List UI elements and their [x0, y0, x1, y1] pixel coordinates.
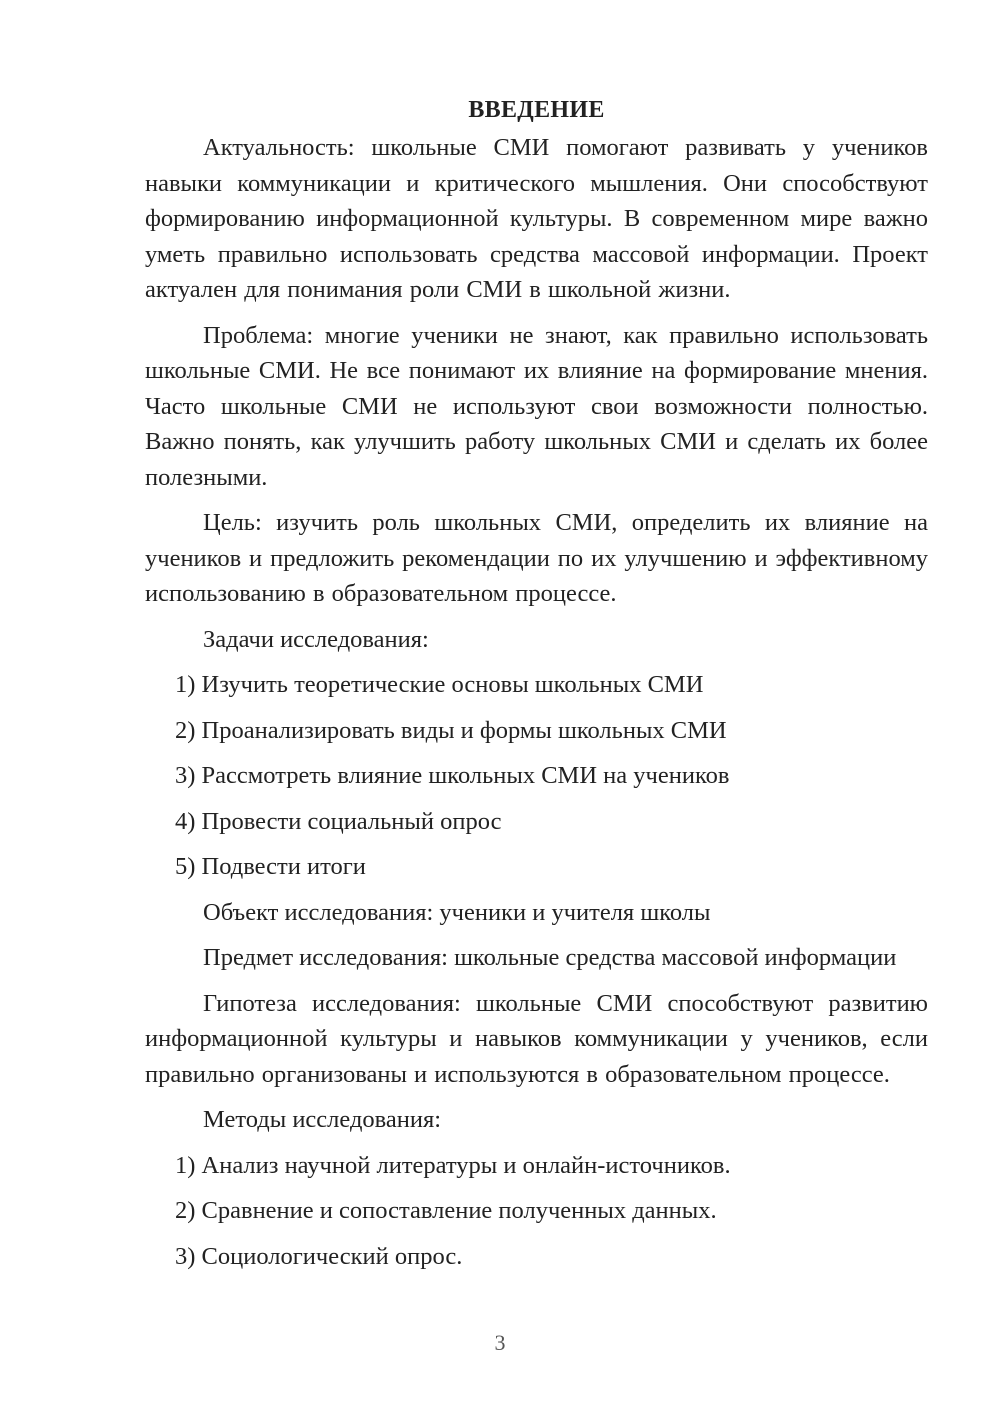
- task-item: 3) Рассмотреть влияние школьных СМИ на учеников: [175, 762, 730, 789]
- hypothesis-paragraph: Гипотеза исследования: школьные СМИ способствуют развитию информационной культуры и навыков коммуникации у учеников, если правильно организованы и используются в образовательном процессе.: [145, 989, 928, 1088]
- method-item: 3) Социологический опрос.: [175, 1242, 463, 1270]
- method-item: 1) Анализ научной литературы и онлайн-источников.: [175, 1151, 731, 1179]
- tasks-list: [145, 667, 928, 885]
- task-item: 5) Подвести итоги: [175, 853, 366, 880]
- subject-line: Предмет исследования: школьные средства массовой информации: [203, 944, 897, 971]
- page-number: 3: [494, 1330, 506, 1355]
- object-line: Объект исследования: ученики и учителя школы: [203, 898, 711, 926]
- document-page: [145, 92, 928, 1284]
- task-item: 2) Проанализировать виды и формы школьных СМИ: [175, 716, 727, 744]
- task-item: 1) Изучить теоретические основы школьных СМИ: [175, 671, 704, 698]
- section-title: ВВЕДЕНИЕ: [468, 97, 605, 123]
- relevance-paragraph: Актуальность: школьные СМИ помогают развивать у учеников навыки коммуникации и критического мышления. Они способствуют формированию информационной культуры. В современном мире важно уметь правильно использовать средства массовой информации. Проект актуален для понимания роли СМИ в школьной жизни.: [145, 134, 928, 303]
- task-item: 4) Провести социальный опрос: [175, 807, 502, 835]
- methods-list: [145, 1148, 928, 1275]
- goal-paragraph: Цель: изучить роль школьных СМИ, определить их влияние на учеников и предложить рекомендации по их улучшению и эффективному использованию в образовательном процессе.: [145, 509, 928, 607]
- problem-paragraph: Проблема: многие ученики не знают, как правильно использовать школьные СМИ. Не все понимают их влияние на формирование мнения. Часто школьные СМИ не используют свои возможности полностью. Важно понять, как улучшить работу школьных СМИ и сделать их более полезными.: [145, 321, 928, 491]
- methods-heading: Методы исследования:: [203, 1106, 442, 1133]
- tasks-heading: Задачи исследования:: [203, 625, 429, 653]
- method-item: 2) Сравнение и сопоставление полученных данных.: [175, 1197, 717, 1224]
